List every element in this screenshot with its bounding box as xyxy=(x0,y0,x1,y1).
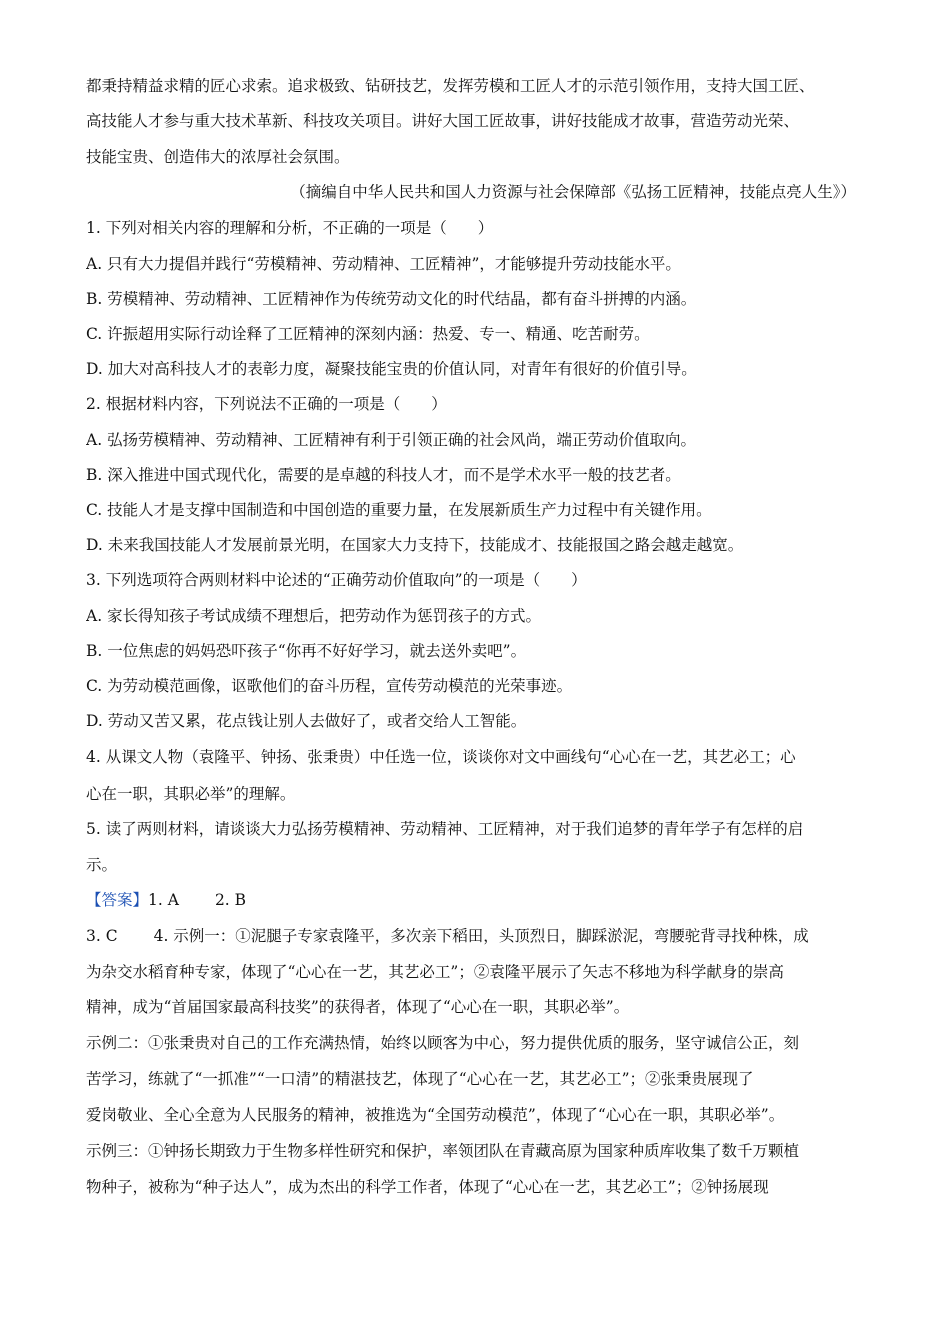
question-4-line-1: 4. 从课文人物（袁隆平、钟扬、张秉贵）中任选一位，谈谈你对文中画线句“心心在一艺，其艺必工；心 xyxy=(86,748,796,766)
answer-4-line-5: 苦学习，练就了“一抓准”“一口清”的精湛技艺，体现了“心心在一艺，其艺必工”；②张秉贵展现了 xyxy=(86,1070,754,1088)
answer-row-1 xyxy=(86,890,884,910)
question-2-option-c: C. 技能人才是支撑中国制造和中国创造的重要力量，在发展新质生产力过程中有关键作用。 xyxy=(86,501,712,519)
intro-line-1: 都秉持精益求精的匠心求索。追求极致、钻研技艺，发挥劳模和工匠人才的示范引领作用，支持大国工匠、 xyxy=(86,77,815,95)
answer-4-line-4: 示例二：①张秉贵对自己的工作充满热情，始终以顾客为中心，努力提供优质的服务，坚守诚信公正，刻 xyxy=(86,1034,800,1052)
question-1-option-a: A. 只有大力提倡并践行“劳模精神、劳动精神、工匠精神”，才能够提升劳动技能水平。 xyxy=(86,255,681,273)
answer-4-line-2: 为杂交水稻育种专家，体现了“心心在一艺，其艺必工”；②袁隆平展示了矢志不移地为科学献身的崇高 xyxy=(86,963,784,981)
answer-4-line-8: 物种子，被称为“种子达人”，成为杰出的科学工作者，体现了“心心在一艺，其艺必工”；②钟扬展现 xyxy=(86,1178,769,1196)
question-1-stem: 1. 下列对相关内容的理解和分析，不正确的一项是（ ） xyxy=(86,219,494,237)
question-3-option-b: B. 一位焦虑的妈妈恐吓孩子“你再不好好学习，就去送外卖吧”。 xyxy=(86,642,527,660)
answer-row-2 xyxy=(86,926,884,946)
question-2-stem: 2. 根据材料内容，下列说法不正确的一项是（ ） xyxy=(86,395,447,413)
question-5-line-1: 5. 读了两则材料，请谈谈大力弘扬劳模精神、劳动精神、工匠精神，对于我们追梦的青年学子有怎样的启 xyxy=(86,820,804,838)
answer-label: 【答案】 xyxy=(86,891,149,909)
answer-3: 3. C xyxy=(86,927,118,945)
answer-4-line-1: 4. 示例一：①泥腿子专家袁隆平，多次亲下稻田，头顶烈日，脚踩淤泥，弯腰驼背寻找种株，成 xyxy=(153,927,809,945)
question-3-stem: 3. 下列选项符合两则材料中论述的“正确劳动价值取向”的一项是（ ） xyxy=(86,571,587,589)
question-2-option-b: B. 深入推进中国式现代化，需要的是卓越的科技人才，而不是学术水平一般的技艺者。 xyxy=(86,466,681,484)
answer-1: 1. A xyxy=(148,891,179,909)
question-5-line-2: 示。 xyxy=(86,856,118,874)
question-1-option-b: B. 劳模精神、劳动精神、工匠精神作为传统劳动文化的时代结晶，都有奋斗拼搏的内涵。 xyxy=(86,290,697,308)
answer-4-line-7: 示例三：①钟扬长期致力于生物多样性研究和保护，率领团队在青藏高原为国家种质库收集了数千万颗植 xyxy=(86,1142,800,1160)
answer-4-line-6: 爱岗敬业、全心全意为人民服务的精神，被推选为“全国劳动模范”，体现了“心心在一职，其职必举”。 xyxy=(86,1106,785,1124)
question-2-option-a: A. 弘扬劳模精神、劳动精神、工匠精神有利于引领正确的社会风尚，端正劳动价值取向。 xyxy=(86,431,697,449)
intro-line-2: 高技能人才参与重大技术革新、科技攻关项目。讲好大国工匠故事，讲好技能成才故事，营造劳动光荣、 xyxy=(86,112,800,130)
intro-line-3: 技能宝贵、创造伟大的浓厚社会氛围。 xyxy=(86,148,350,166)
answer-2: 2. B xyxy=(214,891,247,909)
question-1-option-d: D. 加大对高科技人才的表彰力度，凝聚技能宝贵的价值认同，对青年有很好的价值引导。 xyxy=(86,360,697,378)
question-3-option-a: A. 家长得知孩子考试成绩不理想后，把劳动作为惩罚孩子的方式。 xyxy=(86,607,542,625)
question-4-line-2: 心在一职，其职必举”的理解。 xyxy=(86,785,296,803)
answer-4-line-3: 精神，成为“首届国家最高科技奖”的获得者，体现了“心心在一职，其职必举”。 xyxy=(86,998,630,1016)
question-3-option-c: C. 为劳动模范画像，讴歌他们的奋斗历程，宣传劳动模范的光荣事迹。 xyxy=(86,677,573,695)
source-citation: （摘编自中华人民共和国人力资源与社会保障部《弘扬工匠精神，技能点亮人生》） xyxy=(290,183,856,201)
question-3-option-d: D. 劳动又苦又累，花点钱让别人去做好了，或者交给人工智能。 xyxy=(86,712,527,730)
question-2-option-d: D. 未来我国技能人才发展前景光明，在国家大力支持下，技能成才、技能报国之路会越走越宽。 xyxy=(86,536,744,554)
question-1-option-c: C. 许振超用实际行动诠释了工匠精神的深刻内涵：热爱、专一、精通、吃苦耐劳。 xyxy=(86,325,650,343)
